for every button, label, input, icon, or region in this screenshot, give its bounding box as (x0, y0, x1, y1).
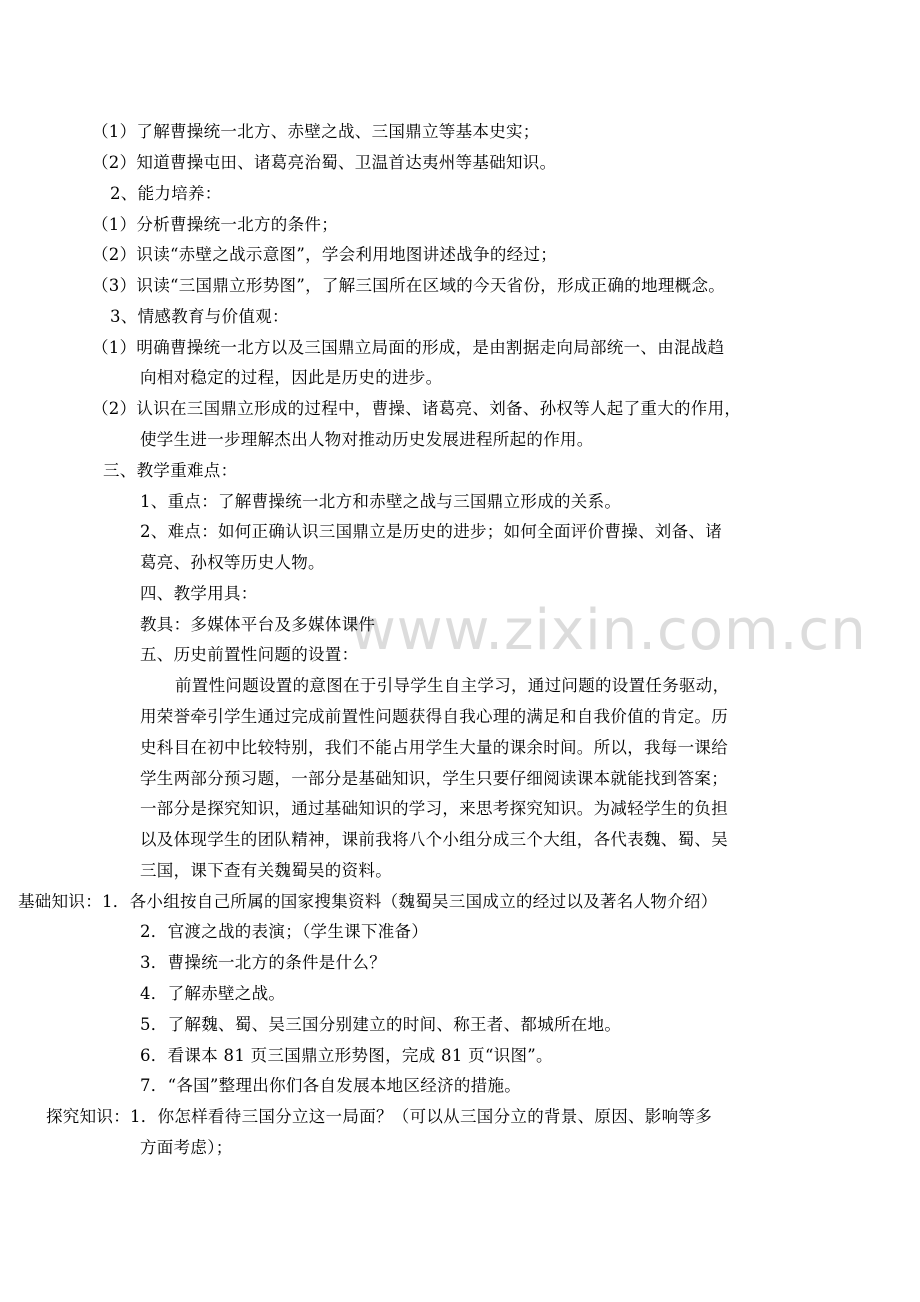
text-line: （1）明确曹操统一北方以及三国鼎立局面的形成，是由割据走向局部统一、由混战趋 (92, 338, 725, 357)
inquiry-knowledge-item: 探究知识：1．你怎样看待三国分立这一局面？（可以从三国分立的背景、原因、影响等多 (46, 1107, 712, 1126)
basic-knowledge-item: 3．曹操统一北方的条件是什么？ (140, 953, 386, 972)
text-line: （2）知道曹操屯田、诸葛亮治蜀、卫温首达夷州等基础知识。 (92, 153, 557, 172)
text-line: 向相对稳定的过程，因此是历史的进步。 (140, 368, 443, 387)
text-line: 1、重点：了解曹操统一北方和赤壁之战与三国鼎立形成的关系。 (140, 492, 622, 511)
text-line: （1）了解曹操统一北方、赤壁之战、三国鼎立等基本史实； (92, 122, 540, 141)
text-line: （2）识读“赤壁之战示意图”，学会利用地图讲述战争的经过； (92, 245, 558, 264)
text-line: （2）认识在三国鼎立形成的过程中，曹操、诸葛亮、刘备、孙权等人起了重大的作用， (92, 399, 742, 418)
basic-knowledge-item: 7．“各国”整理出你们各自发展本地区经济的措施。 (140, 1076, 522, 1095)
watermark: www.zixin.com.cn (350, 598, 867, 663)
text-line: 2、难点：如何正确认识三国鼎立是历史的进步；如何全面评价曹操、刘备、诸 (140, 522, 722, 541)
section-heading: 四、教学用具： (140, 584, 258, 603)
section-heading: 2、能力培养： (110, 184, 222, 203)
paragraph-line: 以及体现学生的团队精神，课前我将八个小组分成三个大组，各代表魏、蜀、吴 (140, 830, 728, 849)
basic-knowledge-item: 5．了解魏、蜀、吴三国分别建立的时间、称王者、都城所在地。 (140, 1015, 622, 1034)
basic-knowledge-item: 2．官渡之战的表演；（学生课下准备） (140, 922, 429, 941)
basic-knowledge-item: 6．看课本 81 页三国鼎立形势图，完成 81 页“识图”。 (140, 1046, 553, 1065)
section-heading: 五、历史前置性问题的设置： (140, 645, 359, 664)
paragraph-line: 学生两部分预习题，一部分是基础知识，学生只要仔细阅读课本就能找到答案； (140, 769, 728, 788)
text-line: （1）分析曹操统一北方的条件； (92, 215, 338, 234)
paragraph-line: 三国，课下查有关魏蜀吴的资料。 (140, 861, 392, 880)
paragraph-line: 一部分是探究知识，通过基础知识的学习，来思考探究知识。为减轻学生的负担 (140, 799, 728, 818)
section-heading: 3、情感教育与价值观： (110, 307, 289, 326)
text-line: 教具：多媒体平台及多媒体课件 (140, 615, 376, 634)
basic-knowledge-item: 4．了解赤壁之战。 (140, 984, 286, 1003)
text-line: （3）识读“三国鼎立形势图”，了解三国所在区域的今天省份，形成正确的地理概念。 (92, 276, 726, 295)
basic-knowledge-item: 基础知识：1．各小组按自己所属的国家搜集资料（魏蜀吴三国成立的经过以及著名人物介绍） (18, 892, 718, 911)
paragraph-line: 前置性问题设置的意图在于引导学生自主学习，通过问题的设置任务驱动， (175, 676, 730, 695)
paragraph-line: 用荣誉牵引学生通过完成前置性问题获得自我心理的满足和自我价值的肯定。历 (140, 707, 728, 726)
text-line: 使学生进一步理解杰出人物对推动历史发展进程所起的作用。 (140, 430, 594, 449)
inquiry-knowledge-item: 方面考虑）； (140, 1138, 233, 1157)
section-heading: 三、教学重难点： (103, 461, 238, 480)
text-line: 葛亮、孙权等历史人物。 (140, 553, 325, 572)
paragraph-line: 史科目在初中比较特别，我们不能占用学生大量的课余时间。所以，我每一课给 (140, 738, 728, 757)
